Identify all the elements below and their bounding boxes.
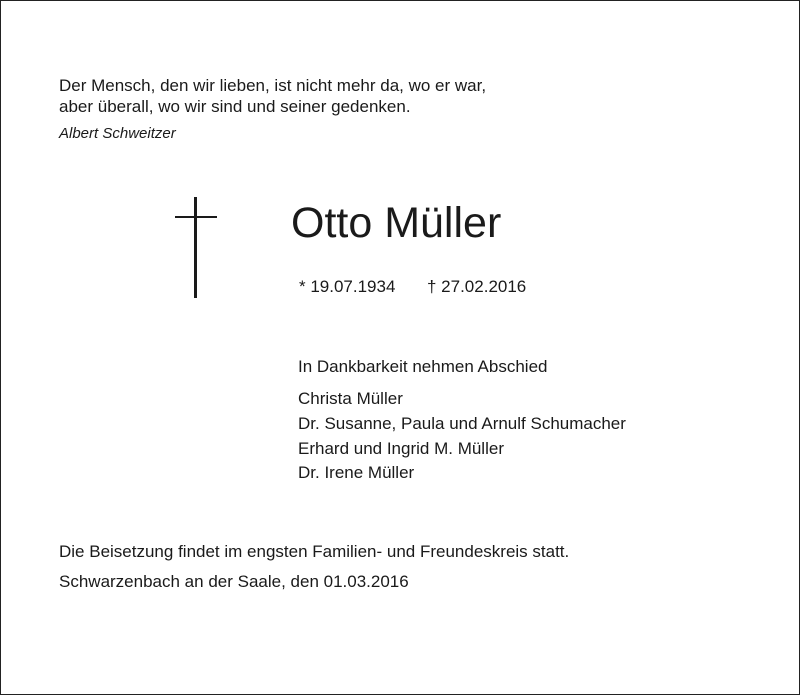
quote-line-2: aber überall, wo wir sind und seiner gedenken. xyxy=(59,97,411,116)
quote-line-1: Der Mensch, den wir lieben, ist nicht mehr da, wo er war, xyxy=(59,76,487,95)
mourners-intro: In Dankbarkeit nehmen Abschied xyxy=(298,357,548,376)
birth-date: * 19.07.1934 xyxy=(299,277,396,296)
burial-note: Die Beisetzung findet im engsten Familien- und Freundeskreis statt. xyxy=(59,542,570,561)
place-date: Schwarzenbach an der Saale, den 01.03.2016 xyxy=(59,572,409,591)
mourner-name: Erhard und Ingrid M. Müller xyxy=(298,439,504,458)
death-date: † 27.02.2016 xyxy=(427,277,527,296)
mourner-name: Dr. Irene Müller xyxy=(298,463,415,482)
deceased-name: Otto Müller xyxy=(291,199,502,247)
mourner-name: Dr. Susanne, Paula und Arnulf Schumacher xyxy=(298,414,626,433)
mourner-name: Christa Müller xyxy=(298,389,403,408)
quote-author: Albert Schweitzer xyxy=(59,125,176,142)
